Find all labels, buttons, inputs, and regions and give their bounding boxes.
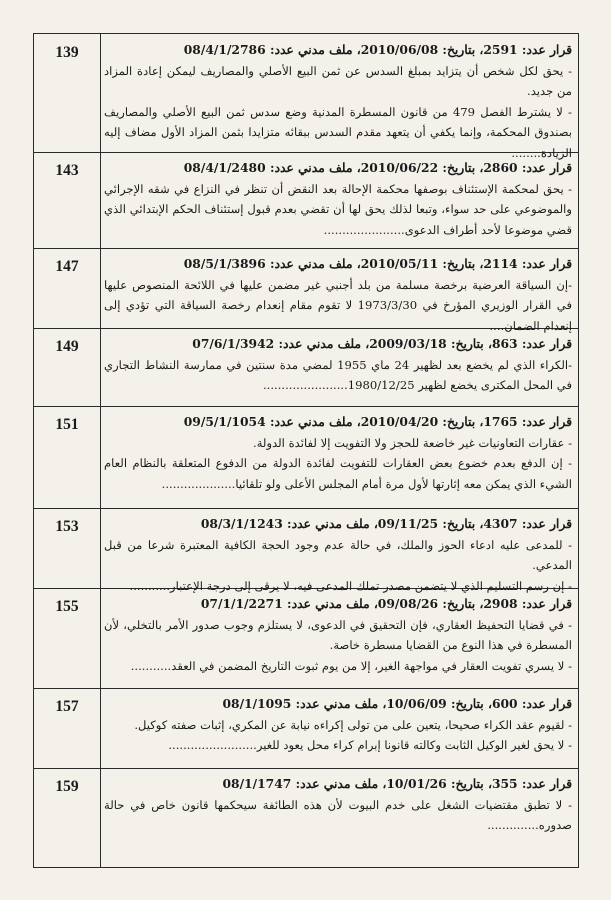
page-number: 149 xyxy=(55,338,79,355)
table-row xyxy=(34,34,578,160)
summary-item: - للمدعى عليه ادعاء الحوز والملك، في حالة عدم وجود الحجة الكافية المعتبرة شرعا من قبل المدعي. xyxy=(104,537,572,572)
summary-item: - لقيوم عقد الكراء صحيحا، يتعين على من تولى إكراءه نيابة عن المكري، إثبات صفته كوكيل. xyxy=(134,717,572,732)
page-number: 159 xyxy=(55,778,79,795)
page-number: 151 xyxy=(55,416,79,433)
summary-item: - لا تطبق مقتضيات الشغل على خدم البيوت لأن هذه الطائفة سيحكمها قانون خاص في حالة صدوره.............. xyxy=(104,797,572,832)
summary-item: - عقارات التعاونيات غير خاضعة للحجز ولا التفويت إلا لفائدة الدولة. xyxy=(253,435,572,450)
table-row xyxy=(34,328,578,407)
summary-item: - إن الدفع بعدم خضوع بعض العقارات للتفويت لفائدة الدولة من الدفوع المتعلقة بالنظام العام الشيء الذي يمكن معه إثارتها لأول مرة أمام المجلس الأعلى ولو تلقائيا.................... xyxy=(104,456,572,491)
decision-heading: قرار عدد: 863، بتاريخ: 2009/03/18، ملف مدني عدد: 07/6/1/3942 xyxy=(192,336,572,351)
summary-item: -إن السياقة العرضية برخصة مسلمة من بلد أجنبي غير مضمن عليها في اللائحة المنصوص عليها في القرار الوزيري المؤرخ في 1973/3/30 لا تقوم مقام إنعدام رخصة السياقة التي تؤدي إلى إنعدام الضمان.... xyxy=(104,277,572,333)
entry-content xyxy=(104,412,572,494)
decision-heading: قرار عدد: 2908، بتاريخ: 09/08/26، ملف مدني عدد: 07/1/1/2271 xyxy=(200,596,572,611)
entry-content xyxy=(104,254,572,336)
entry-content xyxy=(104,774,572,836)
table-row xyxy=(34,152,578,249)
summary-item: -الكراء الذي لم يخضع بعد لظهير 24 ماي 1955 لمضي مدة سنتين في ممارسة النشاط التجاري في المحل المكترى يخضع لظهير 1980/12/25....................... xyxy=(104,357,572,392)
table-row xyxy=(34,768,578,866)
decision-heading: قرار عدد: 2114، بتاريخ: 2010/05/11، ملف مدني عدد: 08/5/1/3896 xyxy=(183,256,572,271)
entry-content xyxy=(104,694,572,756)
table-row xyxy=(34,248,578,333)
summary-item: - إن رسم التسليم الذي لا يتضمن مصدر تملك المدعى فيه، لا يرقى إلى درجة الإعتبار........... xyxy=(129,578,572,593)
summary-item: - يحق لكل شخص أن يتزايد بمبلغ السدس عن ثمن البيع الأصلي والمصاريف ليمكن إعادة المزاد من جديد. xyxy=(104,63,572,98)
decision-heading: قرار عدد: 355، بتاريخ: 10/01/26، ملف مدني عدد: 08/1/1747 xyxy=(222,776,572,791)
decision-heading: قرار عدد: 4307، بتاريخ: 09/11/25، ملف مدني عدد: 08/3/1/1243 xyxy=(200,516,572,531)
page-number: 157 xyxy=(55,698,79,715)
entry-content xyxy=(104,158,572,240)
summary-item: - لا يحق لغير الوكيل الثابت وكالته قانونا إبرام كراء محل يعود للغير........................ xyxy=(168,738,572,752)
summary-item: - يحق لمحكمة الإستئناف بوصفها محكمة الإحالة بعد النقض أن تنظر في النزاع في شقه الإجرائي والموضوعي على حد سواء، وتبعا لذلك يحق لها أن تقضي بعدم قبول إستئناف الحكم الإبتدائي الذي قضي موضوعا لأحد أطراف الدعوى...................... xyxy=(104,181,572,237)
decision-heading: قرار عدد: 2591، بتاريخ: 2010/06/08، ملف مدني عدد: 08/4/1/2786 xyxy=(183,42,572,57)
decision-heading: قرار عدد: 2860، بتاريخ: 2010/06/22، ملف مدني عدد: 08/4/1/2480 xyxy=(183,160,572,175)
decision-heading: قرار عدد: 1765، بتاريخ: 2010/04/20، ملف مدني عدد: 09/5/1/1054 xyxy=(183,414,572,429)
page-number: 155 xyxy=(55,598,79,615)
table-row xyxy=(34,508,578,593)
table-row xyxy=(34,688,578,769)
page-number: 153 xyxy=(55,518,79,535)
entry-content xyxy=(104,594,572,676)
decision-heading: قرار عدد: 600، بتاريخ: 10/06/09، ملف مدني عدد: 08/1/1095 xyxy=(222,696,572,711)
table-row xyxy=(34,588,578,689)
summary-item: - في قضايا التحفيظ العقاري، فإن التحقيق في الدعوى، لا يستلزم وجوب صدور الأمر بالتخلي، لأن المسطرة في هذا النوع من القضايا مسطرة خاصة. xyxy=(104,617,572,652)
index-table xyxy=(33,33,579,868)
summary-item: - لا يشترط الفصل 479 من قانون المسطرة المدنية وضع سدس ثمن البيع الأصلي والمصاريف بصندوق المحكمة، وإنما يكفي أن يتعهد مقدم السدس ببقائه متزايدا بثمن المزاد الأول مضاف إليه الزيادة........ xyxy=(104,104,572,160)
page-number: 147 xyxy=(55,258,79,275)
entry-content xyxy=(104,514,572,596)
page-number: 139 xyxy=(55,44,79,61)
entry-content xyxy=(104,40,572,163)
summary-item: - لا يسري تفويت العقار في مواجهة الغير، إلا من يوم ثبوت التاريخ المضمن في العقد........... xyxy=(130,658,572,673)
entry-content xyxy=(104,334,572,396)
page-number: 143 xyxy=(55,162,79,179)
table-row xyxy=(34,406,578,509)
